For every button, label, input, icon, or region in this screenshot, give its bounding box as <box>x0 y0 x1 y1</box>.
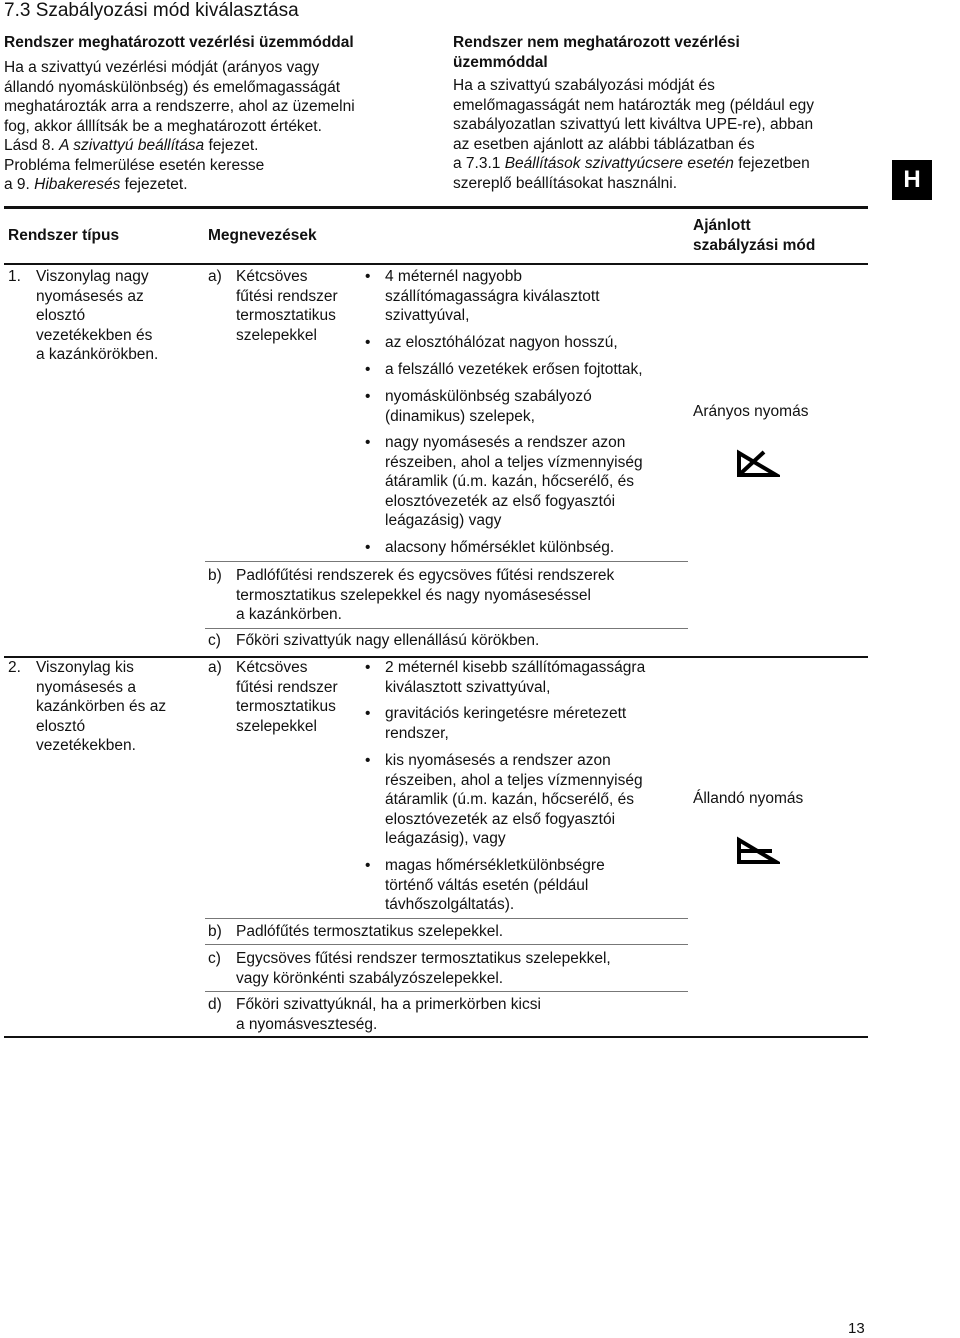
row2-d-text <box>236 995 541 1034</box>
text-segment: az esetben ajánlott az alábbi táblázatban és <box>453 135 755 153</box>
text-segment: a 9. <box>4 176 35 193</box>
text-line <box>4 117 355 137</box>
bullet-icon: • <box>365 268 371 285</box>
cell-line: elosztó <box>36 717 86 735</box>
right-block-heading <box>453 33 740 73</box>
row2-c-text <box>236 949 611 988</box>
bullet-line: 4 méternél nagyobb <box>385 268 523 285</box>
right-block-text <box>453 76 814 193</box>
header-mode-line: Ajánlott <box>693 217 751 234</box>
cell-line: vezetékekben. <box>36 737 136 754</box>
bullet-line: (dinamikus) szelepek, <box>385 407 535 425</box>
header-mode-line: szabályzási mód <box>693 236 816 254</box>
text-line <box>453 96 814 116</box>
cell-line: a kazánkörökben. <box>36 346 159 363</box>
cell-line: Padlófűtési rendszerek és egycsöves fűtési rendszerek <box>236 567 615 584</box>
text-segment: fog, akkor álllítsák be a meghatározott értéket. <box>4 117 322 135</box>
bullet-item <box>385 538 614 558</box>
row1-a-label: a) <box>208 268 222 285</box>
bullet-line: részeiben, ahol a teljes vízmennyiség <box>385 771 643 789</box>
cell-line: szelepekkel <box>236 326 317 344</box>
cell-line: Padlófűtés termosztatikus szelepekkel. <box>236 923 504 940</box>
bullet-icon: • <box>365 705 371 722</box>
bullet-icon: • <box>365 434 371 451</box>
row1-c-text <box>236 631 539 651</box>
row2-subrule-b <box>205 944 688 945</box>
header-recommended-mode <box>693 216 815 255</box>
row2-b-text <box>236 922 503 942</box>
constant-pressure-icon <box>736 836 780 866</box>
text-line <box>4 175 355 195</box>
cell-line: fűtési rendszer <box>236 678 338 696</box>
bullet-item <box>385 387 592 426</box>
header-names: Megnevezések <box>208 227 317 244</box>
cell-line: nyomásesés az <box>36 287 144 305</box>
row2-system-type <box>36 658 166 756</box>
row2-a-label: a) <box>208 659 222 676</box>
bullet-line: átáramlik (ú.m. kazán, hőcserélő, és <box>385 473 634 490</box>
bullet-icon: • <box>365 539 371 556</box>
row1-recommended-mode: Arányos nyomás <box>693 403 809 420</box>
bullet-item <box>385 704 626 743</box>
left-block-heading: Rendszer meghatározott vezérlési üzemmóddal <box>4 34 354 51</box>
cell-line: termosztatikus <box>236 698 336 715</box>
text-segment: fejezetet. <box>120 176 188 193</box>
row2-a-text <box>236 658 338 736</box>
bullet-line: az elosztóhálózat nagyon hosszú, <box>385 334 618 351</box>
cell-line: nyomásesés a <box>36 678 136 696</box>
chapter-tab: H <box>892 160 932 200</box>
cell-line: fűtési rendszer <box>236 287 338 305</box>
cell-line: a nyomásveszteség. <box>236 1015 378 1033</box>
text-segment: fejezet. <box>204 137 259 154</box>
bullet-line: részeiben, ahol a teljes vízmennyiség <box>385 453 643 471</box>
cell-line: Viszonylag nagy <box>36 268 149 285</box>
text-segment: a 7.3.1 <box>453 155 505 172</box>
bullet-icon: • <box>365 388 371 405</box>
bullet-line: átáramlik (ú.m. kazán, hőcserélő, és <box>385 791 634 808</box>
text-segment: Ha a szivattyú szabályozási módját és <box>453 77 715 94</box>
row1-c-label: c) <box>208 632 221 649</box>
row1-subrule-b <box>205 628 688 629</box>
bullet-icon: • <box>365 857 371 874</box>
text-line <box>453 174 814 194</box>
bullet-line: szivattyúval, <box>385 307 470 324</box>
bullet-line: kiválasztott szivattyúval, <box>385 678 551 696</box>
text-segment: fejezetben <box>733 155 810 172</box>
row1-subrule-a <box>205 561 688 562</box>
row1-a-text <box>236 267 338 345</box>
cell-line: a kazánkörben. <box>236 606 342 623</box>
right-heading-line: Rendszer nem meghatározott vezérlési <box>453 34 740 51</box>
bullet-line: elosztóvezeték az első fogyasztói <box>385 492 616 510</box>
text-line <box>4 156 355 176</box>
italic-reference: Beállítások szivattyúcsere esetén <box>504 155 734 172</box>
row1-system-type <box>36 267 158 365</box>
bullet-line: szállítómagasságra kiválasztott <box>385 287 600 305</box>
cell-line: Főköri szivattyúknál, ha a primerkörben kicsi <box>236 996 541 1013</box>
cell-line: termosztatikus szelepekkel és nagy nyomáseséssel <box>236 586 591 604</box>
bullet-icon: • <box>365 361 371 378</box>
text-line <box>453 154 814 174</box>
cell-line: vagy körönkénti szabályzószelepekkel. <box>236 969 504 987</box>
cell-line: elosztó <box>36 307 86 324</box>
row2-recommended-mode: Állandó nyomás <box>693 790 804 807</box>
row2-c-label: c) <box>208 950 221 967</box>
proportional-pressure-icon <box>736 449 780 479</box>
bullet-line: kis nyomásesés a rendszer azon <box>385 752 611 769</box>
page-number: 13 <box>848 1320 865 1337</box>
row2-number: 2. <box>8 659 21 676</box>
bullet-item <box>385 658 645 697</box>
bullet-icon: • <box>365 659 371 676</box>
header-system-type: Rendszer típus <box>8 227 120 244</box>
cell-line: Kétcsöves <box>236 268 308 285</box>
cell-line: Kétcsöves <box>236 659 308 676</box>
right-heading-line: üzemmóddal <box>453 54 548 71</box>
text-segment: Ha a szivattyú vezérlési módját (arányos vagy <box>4 59 320 76</box>
bullet-line: leágazásig) vagy <box>385 512 502 529</box>
text-line <box>4 97 355 117</box>
row2-d-label: d) <box>208 996 222 1013</box>
bullet-item <box>385 856 605 915</box>
row1-number: 1. <box>8 268 21 285</box>
bullet-line: leágazásig), vagy <box>385 830 506 847</box>
text-segment: emelőmagasságát nem határozták meg (például egy <box>453 96 815 114</box>
row2-subrule-c <box>205 991 688 992</box>
bullet-item <box>385 360 643 380</box>
italic-reference: Hibakeresés <box>34 176 121 193</box>
table-top-rule <box>4 206 868 209</box>
text-line <box>4 78 355 98</box>
bullet-line: távhőszolgáltatás). <box>385 896 515 913</box>
left-block-text <box>4 58 355 195</box>
cell-line: Viszonylag kis <box>36 659 134 676</box>
cell-line: szelepekkel <box>236 717 317 735</box>
row1-b-label: b) <box>208 567 222 584</box>
row2-b-label: b) <box>208 923 222 940</box>
bullet-line: elosztóvezeték az első fogyasztói <box>385 810 616 828</box>
row2-subrule-a <box>205 918 688 919</box>
table-bottom-rule <box>4 1036 868 1038</box>
table-header-rule <box>4 263 868 265</box>
bullet-icon: • <box>365 752 371 769</box>
bullet-item <box>385 333 618 353</box>
bullet-item <box>385 751 643 849</box>
bullet-line: nagy nyomásesés a rendszer azon <box>385 434 626 451</box>
bullet-line: 2 méternél kisebb szállítómagasságra <box>385 659 646 676</box>
bullet-line: nyomáskülönbség szabályozó <box>385 388 592 405</box>
bullet-line: rendszer, <box>385 724 449 742</box>
text-line <box>453 115 814 135</box>
text-segment: szereplő beállításokat használni. <box>453 174 678 192</box>
bullet-icon: • <box>365 334 371 351</box>
bullet-item <box>385 433 643 531</box>
bullet-item <box>385 267 600 326</box>
text-segment: Probléma felmerülése esetén keresse <box>4 156 265 174</box>
text-line <box>4 136 355 156</box>
text-segment: szabályozatlan szivattyú lett kiváltva UPE-re), abban <box>453 116 814 133</box>
bullet-line: magas hőmérsékletkülönbségre <box>385 857 605 874</box>
cell-line: Főköri szivattyúk nagy ellenállású körökben. <box>236 632 540 649</box>
cell-line: kazánkörben és az <box>36 698 167 715</box>
row1-b-text <box>236 566 614 625</box>
cell-line: vezetékekben és <box>36 326 153 344</box>
bullet-line: történő váltás esetén (például <box>385 876 589 894</box>
section-title: 7.3 Szabályozási mód kiválasztása <box>4 0 299 21</box>
cell-line: termosztatikus <box>236 307 336 324</box>
text-segment: állandó nyomáskülönbség) és emelőmagasságát <box>4 78 341 96</box>
text-segment: meghatározták arra a rendszerre, ahol az üzemelni <box>4 98 355 115</box>
text-line <box>4 58 355 78</box>
bullet-line: alacsony hőmérséklet különbség. <box>385 539 615 556</box>
cell-line: Egycsöves fűtési rendszer termosztatikus szelepekkel, <box>236 950 611 967</box>
text-segment: Lásd 8. <box>4 137 60 154</box>
text-line <box>453 135 814 155</box>
italic-reference: A szivattyú beállítása <box>59 137 205 154</box>
text-line <box>453 76 814 96</box>
bullet-line: gravitációs keringetésre méretezett <box>385 705 627 722</box>
bullet-line: a felszálló vezetékek erősen fojtottak, <box>385 361 643 378</box>
